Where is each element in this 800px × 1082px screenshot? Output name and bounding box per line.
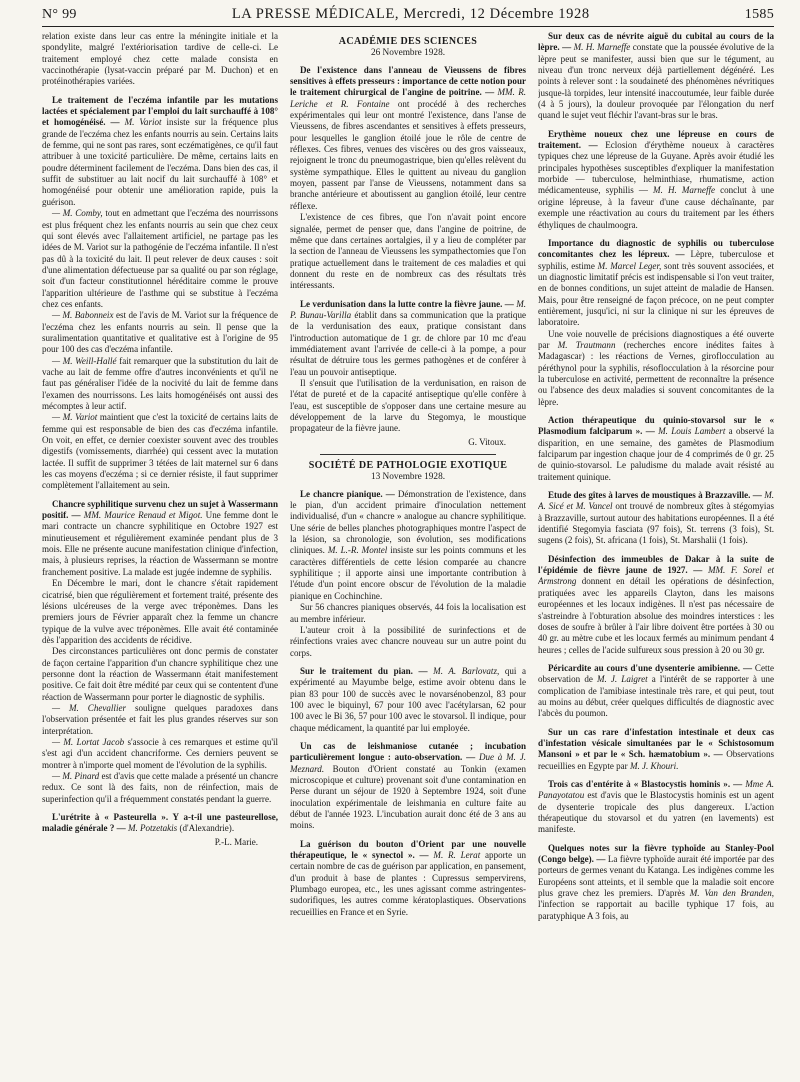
page-number: 1585: [744, 7, 774, 22]
article-body: donnent en détail les opérations de désinfection, pratiquées avec les appareils Clayton, dans les maisons européennes et les locaux indigènes. Il n'est pas nécessaire de s'astreindre à l'obturation absolue des moindres interstices : les doses de soufre à brûler à l'air libre doivent être portées à 30 ou 40 gr. au mètre cube et les locaux fermés au minimum pendant 4 heures ; celles de l'acide sulfureux sous pression à 20 ou 30 gr.: [538, 576, 774, 655]
article-body: a observé la disparition, en une semaine, des gamètes de Plasmodium falciparum par ingestion chaque jour de 4 comprimés de 0 gr. 25 de quinio-stovarsol. Le paludisme du malade avait résisté au traitement quinique.: [538, 426, 774, 482]
page-header: [42, 6, 774, 27]
article: [42, 499, 278, 578]
article: [290, 741, 526, 832]
article-body: Bouton d'Orient constaté au Tonkin (examen microscopique et culture) provenant soit d'une contamination en Perse durant un séjour de 1920 à Septembre 1924, soit d'une inoculation expérimentale de leishmania en culture faite au début de l'année 1923. L'incubation aurait donc été de 3 ans au moins.: [290, 763, 526, 831]
article-body: a l'intérêt de se rapporter à une complication de l'amibiase intestinale très rare, et qui peut, tout au moins au début, créer quelques difficultés de diagnostic avec l'abcès du poumon.: [538, 674, 774, 719]
article: [42, 812, 278, 835]
article: [290, 65, 526, 212]
column-left: [42, 31, 278, 1081]
article-body: sont très souvent associées, et un diagnostic limitatif précis est indispensable si l'on veut traiter, en de bonnes conditions, un sujet atteint de maladie de Hansen. Mais, pour être renseigné de façon précoce, on ne peut compter entièrement, jusqu'ici, ni sur la clinique ni sur les épreuves de laboratoire.: [538, 260, 774, 328]
author: M. H. Marneffe: [653, 185, 715, 196]
article: [538, 663, 774, 720]
signature: G. Vitoux.: [468, 436, 506, 447]
author: M. Louis Lambert: [658, 426, 726, 437]
paragraph: [42, 771, 278, 805]
author: M. A. Barlovatz,: [433, 665, 500, 676]
paragraph: L'auteur croit à la possibilité de surinfections et de réinfections vraies avec chancre nouveau sur un autre point du corps.: [290, 624, 526, 658]
paragraph: [42, 356, 278, 413]
paragraph-text: s'associe à ces remarques et estime qu'il s'est agi d'un accident chancriforme. Ces derniers peuvent se montrer à n'importe quel moment de l'évolution de la syphilis.: [42, 736, 278, 770]
article-body: Observations recueillies en Egypte par: [538, 749, 774, 771]
article-title: Le verdunisation dans la lutte contre la fièvre jaune. —: [300, 298, 514, 309]
author: M. J. Laigret: [597, 674, 648, 685]
article: [538, 129, 774, 231]
author: M. J. Khouri.: [629, 760, 679, 771]
article-body: Lèpre, tuberculose et syphilis, estime: [538, 249, 774, 271]
article: [290, 299, 526, 378]
paragraph: [42, 737, 278, 771]
paragraph: Des circonstances particulières ont donc permis de constater de façon certaine l'apparition d'un chancre syphilitique chez une personne dont la réaction de Wassermann était manifestement positive. Ce fait doit être médité par ceux qui se contentent d'une réaction de Wassermann pour porter le diagnostic de syphilis.: [42, 646, 278, 702]
article: [538, 31, 774, 122]
article-title: Le traitement de l'eczéma infantile par les mutations lactées et spécialement par l'emploi du lait surchauffé à 108° et homogénéisé. —: [42, 94, 278, 128]
paragraph: En Décembre le mari, dont le chancre s'était rapidement cicatrisé, bien que régulièrement et fortement traité, présente des lésions ulcéreuses de la verge avec tréponèmes. Dans les premiers jours de Février apparaît chez la femme un chancre typique de la vulve avec tréponèmes. Elle avait été contaminée dès l'apparition des accidents de récidive.: [42, 578, 278, 645]
author: M. Van den Branden,: [689, 888, 774, 899]
article-title: Un cas de leishmaniose cutanée ; incubation particulièrement longue : auto-observation. —: [290, 740, 526, 763]
article-body: Cette observation de: [538, 662, 774, 685]
author: Mme A. Panayotatou: [538, 778, 774, 801]
article-body: l'infection se rapportait au bacille typhique 17 fois, au paratyphique A 3 fois, au: [538, 899, 774, 921]
article-title: Le chancre pianique. —: [300, 488, 395, 499]
article-body: Démonstration de l'existence, dans le pian, d'un accident primaire d'inoculation nettement individualisé, d'un « chancre » analogue au chancre syphilitique. Une série de belles planches photographiques montre l'aspect de la lésion, sa chronologie, son évolution, ses modifications cliniques.: [290, 488, 526, 556]
section-title: ACADÉMIE DES SCIENCES: [338, 36, 478, 47]
paragraph: [42, 310, 278, 355]
author: M. L.-R. Montel: [327, 545, 388, 556]
author: M. A. Sicé et M. Vancel: [538, 490, 774, 512]
author: MM. R. Leriche et R. Fontaine: [290, 87, 526, 109]
author: — M. Lortat Jacob: [52, 736, 125, 747]
paragraph: Il s'ensuit que l'utilisation de la verdunisation, en raison de l'état de pureté et de la capacité antiseptique qu'elle confère à l'eau, est susceptible de s'opposer dans une certaine mesure au développement de la larve du Stegomya, le moustique propagateur de la fièvre jaune.: [290, 377, 526, 434]
author: — M. Comby,: [52, 208, 103, 219]
article: [290, 666, 526, 734]
article-title: Importance du diagnostic de syphilis ou tuberculose concomitantes chez les lépreux. —: [538, 237, 774, 260]
article-title: La guérison du bouton d'Orient par une nouvelle thérapeutique, le « synectol ». —: [290, 838, 526, 861]
article-title: L'urétrite à « Pasteurella ». Y a-t-il une pasteurellose, maladie générale ? —: [42, 812, 278, 834]
paragraph: [42, 412, 278, 491]
article-body: apporte un certain nombre de cas de guérison par application, en pansement, d'un produit à base de plantes : Cupressus sempervirens, Plumbago europea, etc., les unes agissant comme astringentes-sudorifiques, les autres comme kératoplastiques. Observations recueillies en France et en Syrie.: [290, 850, 526, 917]
article-body: (d'Alexandrie).: [179, 823, 235, 834]
author: — M. Chevallier: [52, 702, 126, 713]
author: M. R. Lerat: [433, 850, 481, 861]
paragraph: [538, 329, 774, 408]
paragraph-text: Une voie nouvelle de précisions diagnostiques a été ouverte par: [538, 328, 774, 350]
article-title: Sur un cas rare d'infestation intestinale et deux cas d'infestation vésicale simultanées par le « Schistosomum Mansoni » et par le « Sch. hæmatobium ». —: [538, 726, 774, 760]
paragraph: relation existe dans leur cas entre la méningite initiale et la spondylite, malgré l'extériorisation tardive de celle-ci. Le traitement employé chez cette malade consista en vaccinothérapie (lysat-vaccin préparé par M. Duchon) et en protéinothérapies variées.: [42, 31, 278, 87]
article-title: Erythème noueux chez une lépreuse en cours de traitement. —: [538, 128, 774, 151]
paragraph-text: est d'avis que cette malade a présenté un chancre redux. Ce sont là des faits, non de réinfection, mais de superinfection qu'il a fréquemment constatés pendant la guerre.: [42, 771, 278, 804]
article-body: Eclosion d'érythème noueux à caractères typiques chez une lépreuse de la Guyane. Après avoir étudié les principales hypothèses susceptibles d'expliquer la manifestation morbide — tuberculose, helminthiase, rhumatisme, action médicamenteuse, syphilis —: [538, 140, 774, 196]
author: M. Potzetakis: [127, 823, 178, 834]
author: M. Variot: [124, 117, 162, 128]
paragraph-text: est de l'avis de M. Variot sur la fréquence de l'eczéma chez les enfants nourris au sein. Il pense que la suralimentation quantitative et qualitative est à l'origine de 95 pour 100 des cas d'eczéma infantile.: [42, 310, 278, 355]
author: — M. Pinard: [52, 771, 100, 781]
paragraph: L'existence de ces fibres, que l'on n'avait point encore signalée, permet de penser que, dans l'angine de poitrine, de même que dans certaines aortalgies, il y a lieu de compléter par la section de l'anneau de Vieussens les sympathectomies que l'on pratique actuellement dans le traitement de ces maladies et qui donnent du reste en de nombreux cas des résultats très intéressants.: [290, 212, 526, 291]
author: Due à M. J. Meznard.: [290, 752, 526, 774]
article-body: insiste sur la fréquence plus grande de l'eczéma chez les enfants nourris au sein. Certains laits de femme, qui ne sont pas rares, sont eczématigènes, ce qu'il faut attribuer à une toxicité particulière. De même, certains laits en poudre déterminent facilement de l'eczéma. Dans bien des cas, il suffit de substituer au lait nocif du lait surchauffé à 108° et homogénéisé pour obtenir une amélioration rapide, puis la guérison.: [42, 117, 278, 207]
paragraph-text: maintient que c'est la toxicité de certains laits de femme qui est responsable de bien des cas d'eczéma infantile. On voit, en effet, ce dernier coexister souvent avec des troubles digestifs (vomissements, diarrhée) qui cessent avec la mutation lactée. Il suffit de supprimer 3 tétées de lait maternel sur 6 dans les cas moyens d'eczéma ; si ce dernier résiste, il faut supprimer complètement l'allaitement au sein.: [42, 412, 278, 491]
article-title: Sur deux cas de névrite aiguë du cubital au cours de la lèpre. —: [538, 31, 774, 53]
article: [42, 95, 278, 208]
paragraph-text: tout en admettant que l'eczéma des nourrissons est plus fréquent chez les enfants nourris au sein que chez ceux qui sont élevés avec l'allaitement artificiel, ne partage pas les idées de M. Variot sur la pathogénie de l'eczéma infantile. Il n'est pas dû à la toxicité du lait. Il peut relever de deux causes : soit d'une alimentation défectueuse par sa qualité ou par son réglage, soit d'un facteur constitutionnel héréditaire comme le prouve l'apparition ultérieure de l'asthme qui se substitue à l'eczéma chez ces enfants.: [42, 208, 278, 309]
author: M. Marcel Leger,: [597, 260, 662, 271]
masthead-title: LA PRESSE MÉDICALE, Mercredi, 12 Décembre 1928: [231, 6, 590, 22]
signature: P.-L. Marie.: [214, 836, 258, 847]
article-body: ont trouvé de nombreux gîtes à stégomyias à Brazzaville, surtout autour des habitations européennes. Il a été identifié Stegomyia fasciata (97 fois), St. terrens (3 fois), St. sugens (2 fois), St. africana (1 fois), St. Marshalii (1 fois).: [538, 501, 774, 546]
article-title: Sur le traitement du pian. —: [300, 665, 428, 676]
author: — M. Weill-Hallé: [52, 355, 117, 366]
paragraph-text: fait remarquer que la substitution du lait de vache au lait de femme offre d'autres inconvénients et qu'il ne faut pas généraliser l'idée de la nocivité du lait de femme dans l'examen des nourrissons. Les laits homogénéisés ont aussi des mécomptes à leur actif.: [42, 355, 278, 411]
section-title: SOCIÉTÉ DE PATHOLOGIE EXOTIQUE: [308, 460, 508, 472]
article-body: constate que la poussée évolutive de la lèpre peut se manifester, aussi bien que sur le tégument, au niveau d'un tronc nerveux déjà partiellement dégénéré. Les points à relever sont : la soudaineté des phénomènes névritiques jusque-là torpides, leur intensité inaccoutumée, leur faible durée (4 à 5 jours), la douleur provoquée par l'élongation du nerf quand le sujet veut fléchir l'avant-bras sur le bras.: [538, 42, 774, 121]
article: [538, 727, 774, 772]
article: [538, 415, 774, 483]
author: MM. Maurice Renaud et Migot.: [83, 510, 203, 521]
article: [538, 238, 774, 329]
author: M. P. Bunau-Varilla: [290, 298, 526, 320]
article-body: établit dans sa communication que la pratique de la verdunisation des eaux, pratique consistant dans l'introduction automatique de 1 gr. de chlore par 10 mc d'eau immédiatement avant l'arrivée de celle-ci à la pompe, a pour résultat de détruire tous les germes pathogènes et de conférer à l'eau un pouvoir antiseptique.: [290, 309, 526, 377]
article: [538, 843, 774, 922]
section-date: 13 Novembre 1928.: [370, 472, 446, 483]
article: [538, 779, 774, 836]
article: [290, 839, 526, 918]
column-right: [538, 31, 774, 1081]
article-body: Une femme dont le mari contracte un chancre syphilitique en Octobre 1927 est minutieusement et régulièrement examinée pendant plus de 3 mois. Elle ne présente aucune manifestation clinique d'infection, mais, à plusieurs reprises, la réaction de Wassermann se montre franchement positive. La malade est jugée indemne de syphilis.: [42, 510, 278, 577]
section-divider: [320, 454, 496, 455]
article: [538, 490, 774, 547]
author: MM. F. Sorel et Armstrong: [538, 565, 774, 587]
column-middle: [290, 31, 526, 1081]
issue-number: N° 99: [42, 7, 77, 22]
author: — M. Variot: [52, 412, 98, 423]
article-body: La fièvre typhoïde aurait été importée par des porteurs de germes venant du Katanga. Les indigènes comme les Européens sont atteints, et il semble que la maladie soit encore plus grave chez les premiers. D'après: [538, 854, 774, 899]
author: — M. Babonneix: [52, 310, 114, 321]
article: [290, 489, 526, 602]
article-title: Quelques notes sur la fièvre typhoïde au Stanley-Pool (Congo belge). —: [538, 842, 774, 865]
section-date: 26 Novembre 1928.: [370, 48, 446, 59]
article-title: Désinfection des immeubles de Dakar à la suite de l'épidémie de fièvre jaune de 1927. —: [538, 553, 774, 576]
paragraph: [42, 703, 278, 737]
article-body: conclut à une origine lépreuse, à la faveur d'une cause déchaînante, par exemple une réactivation au cours du traitement par les éthers éthyliques de chaulmoogra.: [538, 185, 774, 230]
paragraph-text: (recherches encore inédites faites à Madagascar) : les réactions de Vernes, giroflocculation au péréthynol pour la syphilis, résoflocculation à la résorcine pour la tuberculose en activité, permettent de reconnaître la présence ou l'absence des deux maladies si souvent concomitantes de la lèpre.: [538, 339, 774, 407]
article-body: insiste sur les points communs et les caractères différentiels de cette lésion comparée au chancre syphilitique ; il apporte ainsi une importante contribution à l'étude d'un point encore obscur de l'évolution de la maladie pianique en Cochinchine.: [290, 545, 526, 601]
article-title: De l'existence dans l'anneau de Vieussens de fibres sensitives à effets presseurs : importance de cette notion pour le traitement chirurgical de l'angine de poitrine. —: [290, 64, 526, 98]
article-title: Péricardite au cours d'une dysenterie amibienne. —: [548, 662, 753, 673]
paragraph: Sur 56 chancres pianiques observés, 44 fois la localisation est au membre inférieur.: [290, 602, 526, 624]
article: [538, 554, 774, 656]
article-title: Action thérapeutique du quinio-stovarsol sur le « Plasmodium falciparum ». —: [538, 415, 774, 437]
article-title: Chancre syphilitique survenu chez un sujet à Wassermann positif. —: [42, 498, 278, 521]
author: M. Trautmann: [557, 339, 616, 350]
article-body: ont procédé à des recherches expérimentales qui leur ont montré l'existence, dans l'anse de Vieussens, de fibres ascendantes et sensitives à effets presseurs, pour lesquelles le ganglion étoilé joue le rôle de centre de réflexes. Ces fibres, venues des viscères ou des gros vaisseaux, rejoignent le tronc du pneumogastrique, bien qu'elles relèvent du système sympathique. Elles le quittent au niveau du ganglion moyen, passent par l'anse de Vieussens, notamment dans sa branche antérieure et aboutissent au ganglion étoilé, leur centre réflexe.: [290, 98, 526, 211]
article-title: Trois cas d'entérite à « Blastocystis hominis ». —: [548, 778, 743, 789]
paragraph-text: souligne quelques paradoxes dans l'observation présentée et fait les plus grandes réserves sur son interprétation.: [42, 702, 278, 736]
article-title: Etude des gîtes à larves de moustiques à Brazzaville. —: [548, 490, 762, 501]
article-body: qui a expérimenté au Mayumbe belge, estime avoir obtenu dans le pian 83 pour 100 de succès avec le novarsénobenzol, 83 pour 100 avec le biquinyl, 67 pour 100 avec l'acétylarsan, 62 pour 100 avec le Bi 36, 57 pour 100 avec le stovarsol. Il indique, pour chaque médicament, la quantité par lui employée.: [290, 665, 526, 733]
paragraph: [42, 208, 278, 310]
author: M. H. Marneffe: [573, 42, 631, 53]
article-body: est d'avis que le Blastocystis hominis est un agent de dysenterie tropicale des plus dangereux. L'action thérapeutique du stovarsol et du yatren (en lavements) est manifeste.: [538, 790, 774, 835]
